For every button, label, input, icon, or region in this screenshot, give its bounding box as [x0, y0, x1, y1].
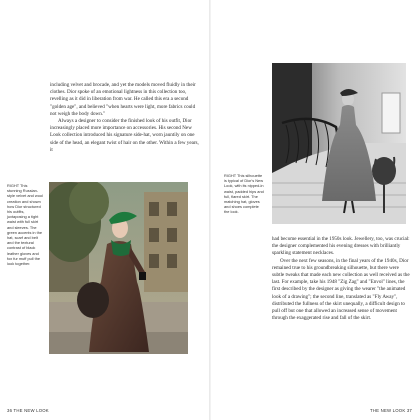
left-photo [49, 182, 188, 354]
right-photo-caption: RIGHT This silhouette is typical of Dior's New Look, with its nipped-in waist, padded hips and full, flared skirt. The matching hat, gloves and shoes complete the look. [224, 173, 264, 215]
left-paragraph-2: Always a designer to consider the finished look of his outfit, Dior increasingly placed more importance on accessories. His second New Look collection introduced his signature side-hat, worn jauntily on one side of the head, an elegant twist of hair on the other. Within a few years, it [50, 118, 199, 153]
right-section-name: THE NEW LOOK [370, 408, 406, 413]
right-page-number: 37 [406, 408, 412, 413]
left-footer [7, 408, 49, 413]
right-paragraph-2: Over the next few seasons, in the final years of the 1940s, Dior remained true to his groundbreaking silhouette, but there were subtle tweaks that made each new collection as well received as the last. For example, take his 1948 "Zig Zag" and "Envol" lines, the first described by the designer as giving the wearer "the animated look of a drawing"; the second line, translated as "Fly Away", distributed the fullness of the skirt unequally, a difficult design to pull off but one that allowed an increased sense of movement through the exaggerated rise and fall of the skirt. [272, 257, 410, 322]
left-photo-caption: RIGHT This stunning Russian-style velvet and wool creation and shown how Dior structured his outfits, juxtaposing a tight waist with full skirt and sleeves. The green accents in the hat, scarf and belt and the textural contrast of black leather gloves and fox fur muff pull the look together. [7, 183, 43, 267]
right-paragraph-1: had become essential in the 1950s look. Jewellery, too, was crucial: the designer complemented his evening dresses with brilliantly sparkling statement necklaces. [272, 236, 410, 257]
right-body-text [272, 236, 412, 322]
left-section-name: THE NEW LOOK [13, 408, 49, 413]
right-footer [370, 408, 412, 413]
page-gutter [209, 0, 211, 420]
left-page-number: 36 [7, 408, 13, 413]
right-photo [272, 63, 406, 224]
left-body-text [50, 82, 200, 154]
left-paragraph-1: including velvet and brocade, and yet the models moved fluidly in their clothes. Dior spoke of an emotional lightness in this collection too, revelling as it did in liberation from war. He called this era a second "golden age", and believed "when hearts were light, more fabrics could not weigh the body down." [50, 82, 196, 117]
